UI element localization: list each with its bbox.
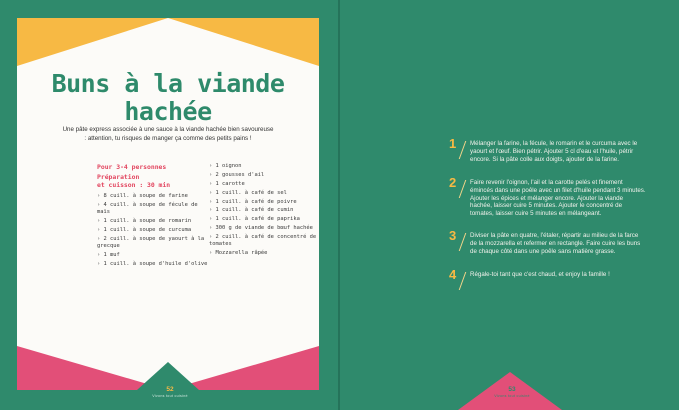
ingredients-right-column [209,163,319,259]
recipe-intro: Une pâte express associée à une sauce à la viande hachée bien savoureuse : attention, tu risques de manger ça comme des petits pains ! [62,126,274,142]
running-footer: Vivons tout cuisiné [494,394,530,398]
ingredient-item: › 300 g de viande de bœuf hachée [209,225,319,232]
prep-time [97,173,212,189]
running-footer: Vivons tout cuisiné [152,394,188,398]
step-text: Régale-toi tant que c'est chaud, et enjoy la famille ! [470,271,610,278]
left-page [0,0,339,410]
ingredient-item: › Mozzarella râpée [209,250,319,257]
recipe-title-line2: hachée [124,97,212,126]
page-folio-right [488,386,536,399]
ingredient-item: › 2 gousses d'ail [209,172,319,179]
step-number: 1 [449,136,457,151]
ingredient-item: › 1 oignon [209,163,319,170]
ingredient-item: › 1 cuill. à soupe de curcuma [97,227,212,234]
ingredient-item: › 1 cuill. à café de poivre [209,199,319,206]
servings: Pour 3-4 personnes [97,163,167,171]
step-number: 4 [449,267,457,282]
step-number: 2 [449,175,457,190]
ingredient-item: › 2 cuill. à soupe de yaourt à la grecque [97,236,212,251]
step-text: Mélanger la farine, la fécule, le romarin et le curcuma avec le yaourt et l'œuf. Bien pétrir. Ajouter 5 cl d'eau et l'huile, pétrir encore. Si la pâte colle aux doigts, ajouter de la farine. [470,140,638,163]
step-text: Faire revenir l'oignon, l'ail et la carotte pelés et finement émincés dans une poêle avec un filet d'huile pendant 3 minutes. Ajouter les épices et mélanger encore. Ajouter la viande hachée, laisser cuire 5 minutes. Ajouter le concentré de tomates, laisser cuire 5 minutes en mélangeant. [470,179,646,218]
ingredient-item: › 2 cuill. à café de concentré de tomates [209,234,319,249]
page-folio-left [146,386,194,399]
ingredient-item: › 1 cuill. à soupe d'huile d'olive [97,261,212,268]
ingredient-item: › 8 cuill. à soupe de farine [97,193,212,200]
page-number: 53 [508,386,516,393]
ingredient-item: › 1 cuill. à café de paprika [209,216,319,223]
recipe-card [17,18,319,390]
ingredient-item: › 1 cuill. à soupe de romarin [97,218,212,225]
ingredient-item: › 4 cuill. à soupe de fécule de maïs [97,202,212,217]
page-number: 52 [166,386,174,393]
ingredient-item: › 1 carotte [209,181,319,188]
ingredient-item: › 1 cuill. à café de cumin [209,207,319,214]
ingredient-item: › 1 cuill. à café de sel [209,190,319,197]
top-yellow-band [17,18,319,66]
step-number: 3 [449,228,457,243]
step-text: Diviser la pâte en quatre, l'étaler, répartir au milieu de la farce de la mozzarella et refermer en rectangle. Faire cuire les buns de chaque côté dans une poêle sans matière grasse. [470,232,641,255]
ingredients-left-column [97,163,212,270]
recipe-title-line1: Buns à la viande [51,69,285,98]
prep-line2: et cuisson : 30 min [97,181,171,189]
ingredient-item: › 1 œuf [97,252,212,259]
prep-line1: Préparation [97,173,140,181]
recipe-title [17,70,319,126]
